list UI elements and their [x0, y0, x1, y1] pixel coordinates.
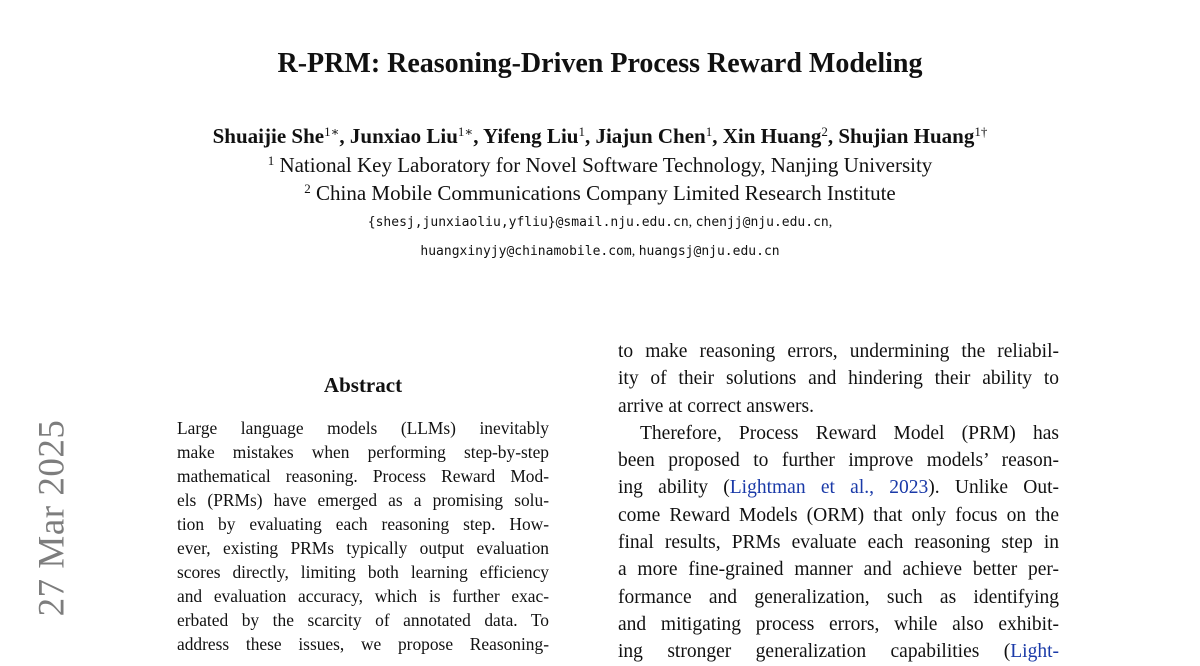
author-name: Shujian Huang [838, 124, 975, 148]
email-line-2: huangxinyjy@chinamobile.com, huangsj@nju.edu.cn [420, 244, 780, 259]
author-separator: , [584, 124, 596, 148]
body-line: ity of their solutions and hindering their ability to [618, 368, 1059, 390]
body-text: ing ability ( [618, 477, 730, 499]
email-address[interactable]: huangsj@nju.edu.cn [638, 244, 780, 259]
body-line-with-citation [618, 474, 1059, 501]
abstract-line: scores directly, limiting both learning efficiency [177, 562, 549, 582]
abstract-heading: Abstract [323, 373, 403, 397]
email-line-1: {shesj,junxiaoliu,yfliu}@smail.nju.edu.cn, chenjj@nju.edu.cn, [367, 215, 833, 230]
body-text: ). Unlike Out- [928, 477, 1059, 499]
abstract-line: Large language models (LLMs) inevitably [177, 418, 549, 438]
author-name: Junxiao Liu [349, 124, 458, 148]
body-line: arrive at correct answers. [618, 395, 814, 417]
author-name: Shuaijie She [212, 124, 325, 148]
body-line: come Reward Models (ORM) that only focus on the [618, 504, 1059, 526]
affiliation-mark: 1 [267, 153, 275, 168]
author-mark: 1∗ [324, 124, 340, 139]
body-line-with-citation [618, 638, 1059, 665]
affiliation-text: National Key Laboratory for Novel Software Technology, Nanjing University [279, 153, 933, 177]
author-mark: 1 [578, 124, 585, 139]
affiliation-mark: 2 [304, 181, 311, 196]
body-line: been proposed to further improve models’ reason- [618, 450, 1059, 472]
body-line: to make reasoning errors, undermining the reliabil- [618, 341, 1059, 362]
author-mark: 1∗ [457, 124, 474, 139]
body-right-column [618, 338, 1059, 666]
abstract-line: erbated by the scarcity of annotated data. To [177, 610, 549, 630]
body-line: formance and generalization, such as identifying [618, 586, 1059, 608]
abstract-line: mathematical reasoning. Process Reward Mod- [177, 466, 549, 486]
affiliation-text: China Mobile Communications Company Limited Research Institute [316, 181, 896, 205]
abstract-line: address these issues, we propose Reasoning- [177, 634, 549, 654]
author-name: Jiajun Chen [595, 124, 706, 148]
author-list [0, 121, 1200, 151]
abstract-line: ever, existing PRMs typically output evaluation [177, 538, 549, 558]
email-address[interactable]: chenjj@nju.edu.cn [695, 215, 829, 230]
citation-link[interactable]: Lightman et al., 2023 [729, 477, 929, 499]
author-separator: , [827, 124, 839, 148]
author-mark: 2 [821, 124, 828, 139]
abstract-line: tion by evaluating each reasoning step. How- [177, 514, 549, 534]
abstract-line: and evaluation accuracy, which is further exac- [177, 586, 549, 606]
affiliation-1 [0, 150, 1200, 180]
body-line: final results, PRMs evaluate each reasoning step in [618, 532, 1059, 554]
email-address[interactable]: huangxinyjy@chinamobile.com [420, 244, 632, 259]
author-separator: , [712, 124, 723, 148]
author-separator: , [339, 124, 350, 148]
author-name: Yifeng Liu [482, 124, 579, 148]
body-line: a more fine-grained manner and achieve better per- [618, 559, 1059, 581]
paper-title: R-PRM: Reasoning-Driven Process Reward Modeling [277, 48, 923, 79]
citation-link[interactable]: Light- [1010, 641, 1059, 663]
email-address[interactable]: {shesj,junxiaoliu,yfliu}@smail.nju.edu.cn [367, 215, 689, 230]
arxiv-date-stamp: 27 Mar 2025 [31, 419, 73, 617]
abstract-line: make mistakes when performing step-by-step [177, 442, 549, 462]
abstract-line: els (PRMs) have emerged as a promising solu- [177, 490, 549, 510]
body-text: ing stronger generalization capabilities ( [618, 641, 1011, 663]
author-name: Xin Huang [722, 124, 822, 148]
affiliation-2 [0, 178, 1200, 208]
body-line: and mitigating process errors, while also exhibit- [618, 613, 1059, 635]
body-line: Therefore, Process Reward Model (PRM) has [640, 422, 1059, 444]
author-separator: , [473, 124, 483, 148]
author-mark: 1 [705, 124, 713, 139]
author-mark: 1† [974, 124, 988, 139]
abstract-body [177, 416, 549, 656]
